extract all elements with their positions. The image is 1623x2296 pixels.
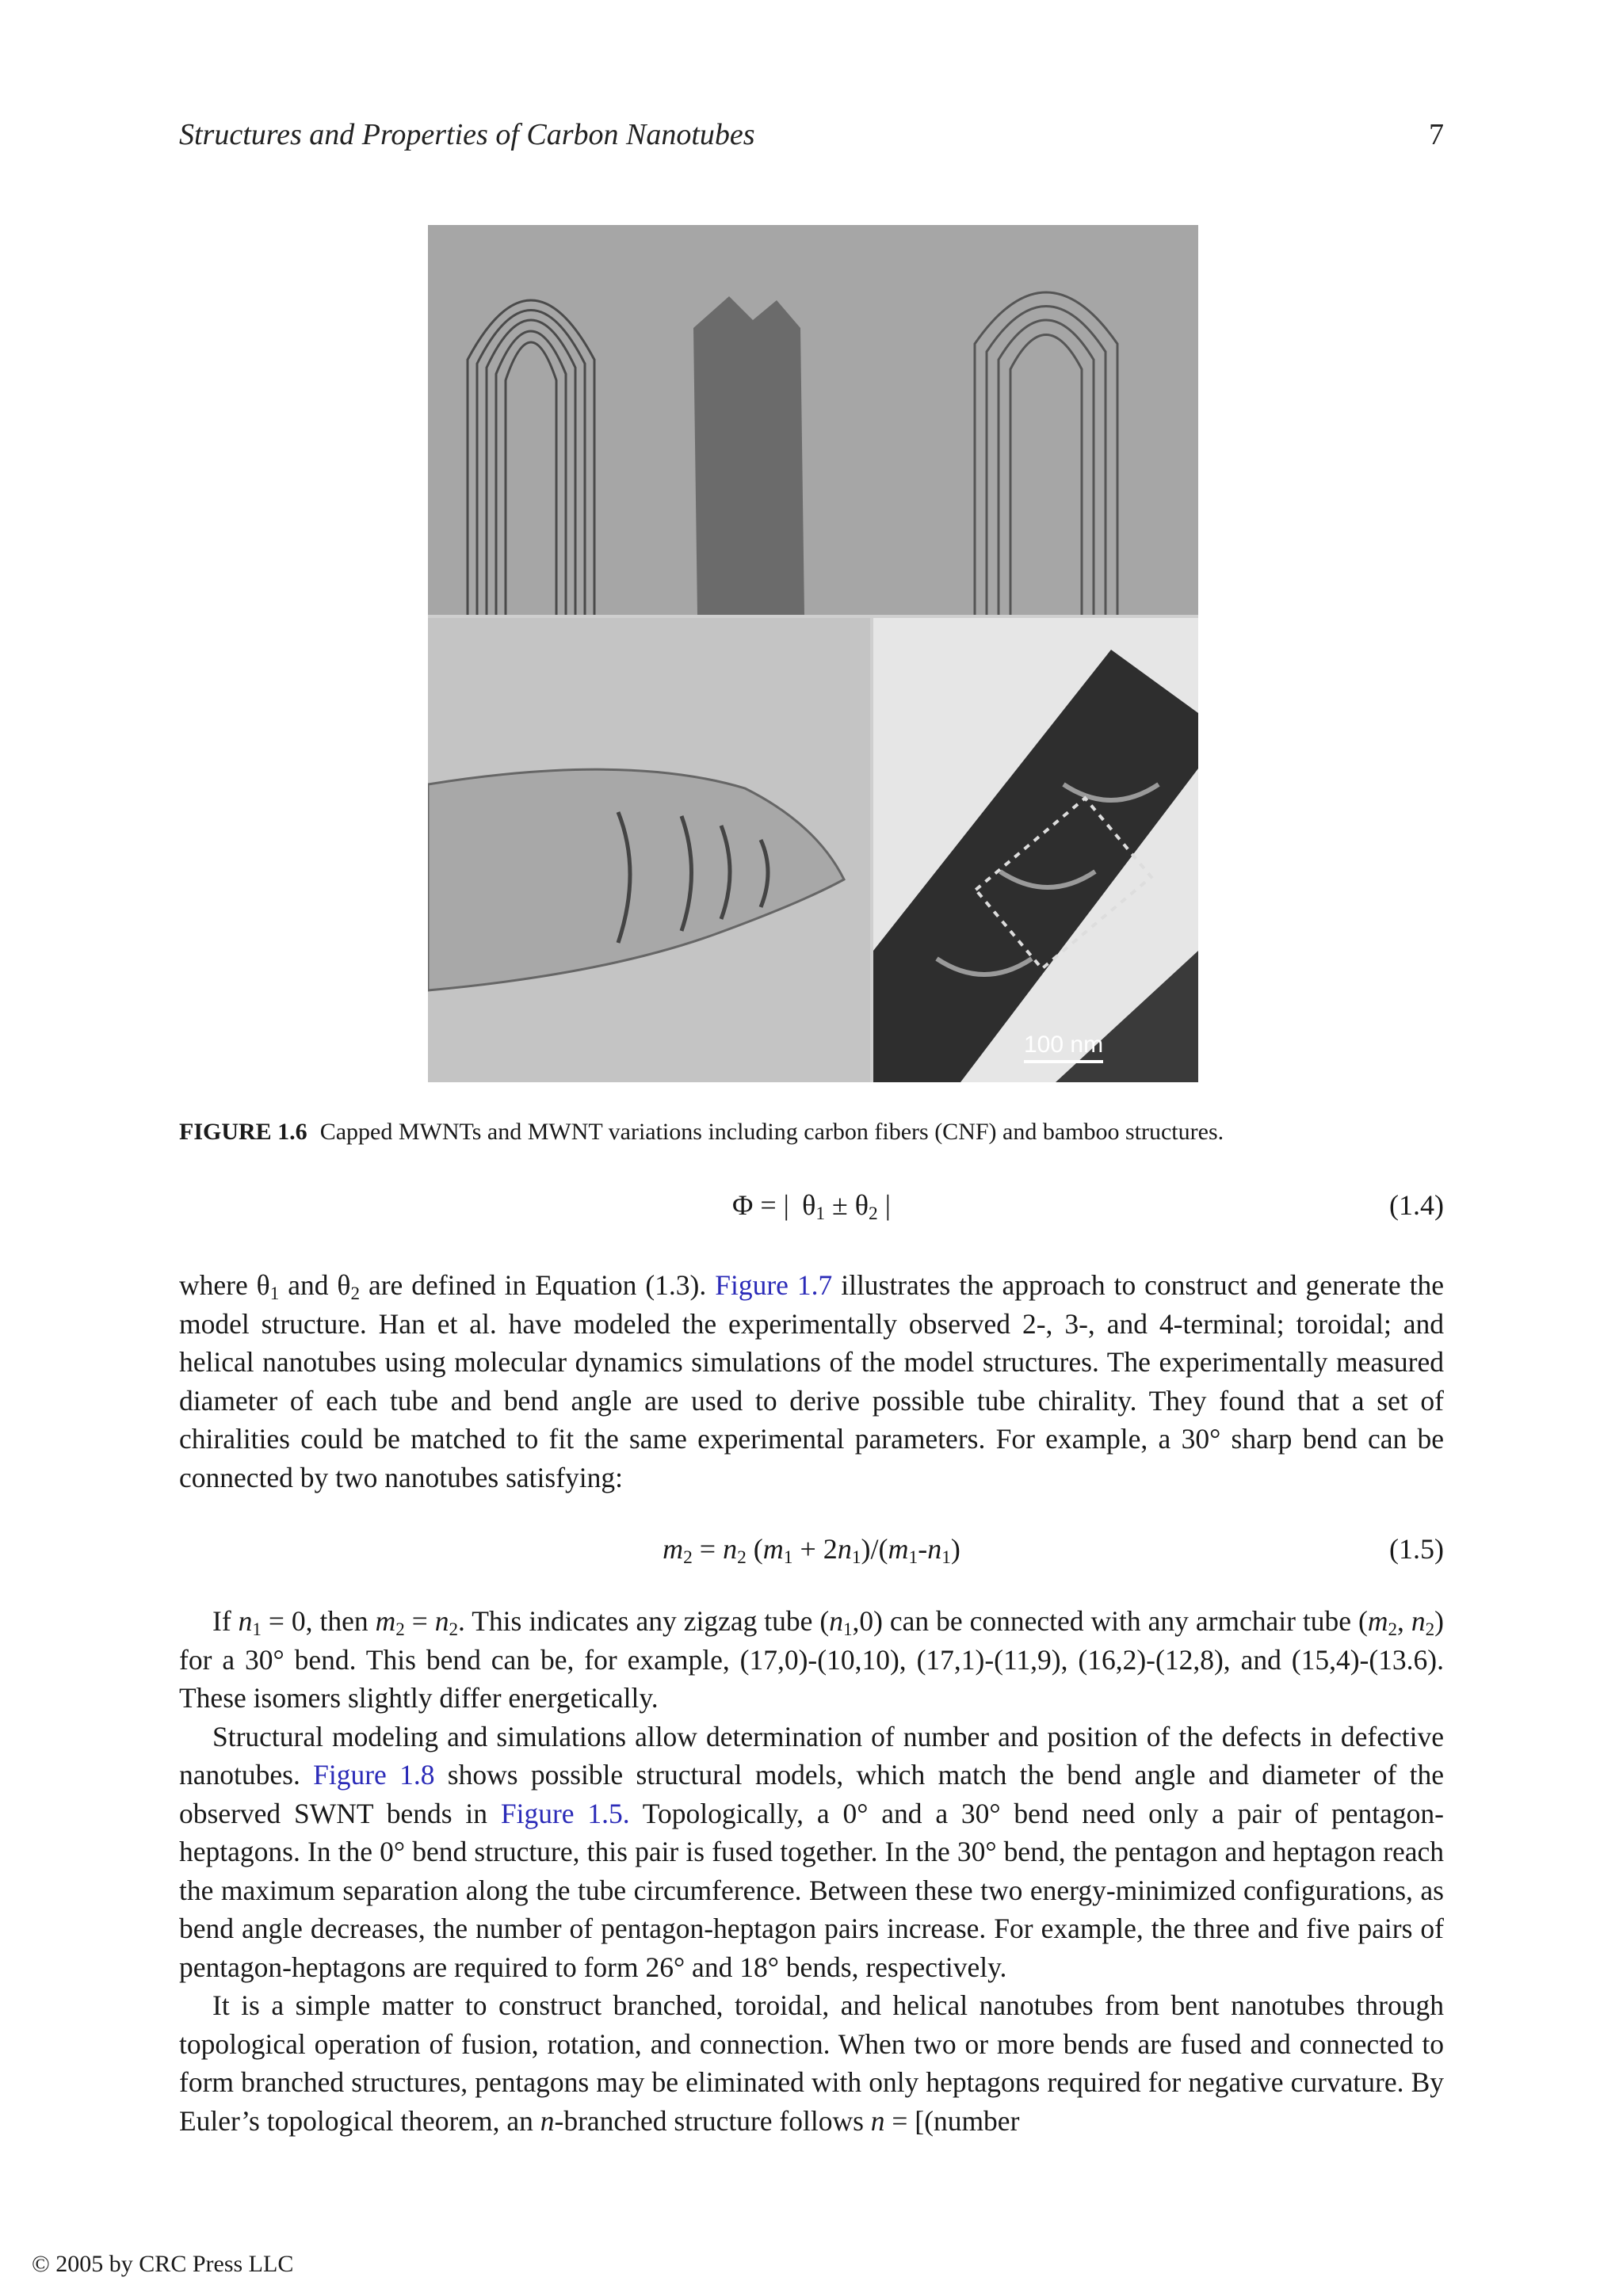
equation-1-4-body: Φ = | $\theta_1 \pm \theta_2$ | [732, 1189, 891, 1224]
equation-1-5 [179, 1532, 1444, 1572]
scale-bar-100nm [1024, 1060, 1103, 1063]
caption-text: Capped MWNTs and MWNT variations including carbon fibers (CNF) and bamboo structures. [319, 1119, 1224, 1145]
link-figure-1-7[interactable]: Figure 1.7 [715, 1269, 833, 1301]
equation-1-5-number: (1.5) [1389, 1533, 1444, 1565]
tem-image-capped-tips [428, 225, 1198, 615]
copyright-footer: © 2005 by CRC Press LLC [32, 2251, 294, 2277]
body-text [179, 1602, 1444, 2140]
equation-1-4 [179, 1188, 1444, 1228]
tem-image-bamboo-structure [873, 618, 1198, 1082]
running-title: Structures and Properties of Carbon Nanotubes [179, 118, 755, 151]
equation-1-4-number: (1.4) [1389, 1189, 1444, 1221]
figure-caption [179, 1119, 1444, 1146]
paragraph-4: It is a simple matter to construct branched, toroidal, and helical nanotubes from bent nanotubes through topological operation of fusion, rotation, and connection. When two or more bends are fused and connected to form branched structures, pentagons may be eliminated with only heptagons required for negative curvature. By Euler’s topological theorem, an n-branched structure follows n = [(number [179, 1989, 1444, 2137]
equation-1-5-body: $m_2 = n_2$ $(m_1 + 2n_1)/(m_1-n_1)$ [663, 1533, 960, 1568]
link-figure-1-8[interactable]: Figure 1.8 [313, 1759, 435, 1791]
page-number: 7 [1429, 118, 1444, 151]
paragraph-1: where $\theta_1$ and $\theta_2$ are defined in Equation (1.3). Figure 1.7 illustrates the approach to construct and generate the model structure. Han et al. have modeled the experimentally observed 2-, 3-, and 4-terminal; toroidal; and helical nanotubes using molecular dynamics simulations of the model structures. The experimentally measured diameter of each tube and bend angle are used to derive possible tube chirality. They found that a set of chiralities could be matched to fit the same experimental parameters. For example, a 30° sharp bend can be connected by two nanotubes satisfying: [179, 1269, 1445, 1493]
paragraph-2: If $n_1 = 0$, then $m_2 = n_2$. This indicates any zigzag tube $(n_1,0)$ can be connected with any armchair tube ($m_2$, $n_2$) for a 30° bend. This bend can be, for example, (17,0)-(10,10), (17,1)-(11,9), (16,2)-(12,8), and (15,4)-(13.6). These isomers slightly differ energetically. [179, 1605, 1444, 1714]
paragraph-3: Structural modeling and simulations allow determination of number and position of the defects in defective nanotubes. Figure 1.8 shows possible structural models, which match the bend angle and diameter of the observed SWNT bends in Figure 1.5. Topologically, a 0° and a 30° bend need only a pair of pentagon-heptagons. In the 0° bend structure, this pair is fused together. In the 30° bend, the pentagon and heptagon reach the maximum separation along the tube circumference. Between these two energy-minimized configurations, as bend angle decreases, the number of pentagon-heptagon pairs increase. For example, the three and five pairs of pentagon-heptagons are required to form 26° and 18° bends, respectively. [179, 1720, 1444, 1983]
scale-label-100nm: 100 nm [1024, 1032, 1104, 1058]
caption-label: FIGURE 1.6 [179, 1119, 307, 1145]
figure-1-6 [428, 225, 1198, 1082]
link-figure-1-5[interactable]: Figure 1.5. [500, 1797, 630, 1829]
tem-image-carbon-fiber [428, 618, 870, 1082]
